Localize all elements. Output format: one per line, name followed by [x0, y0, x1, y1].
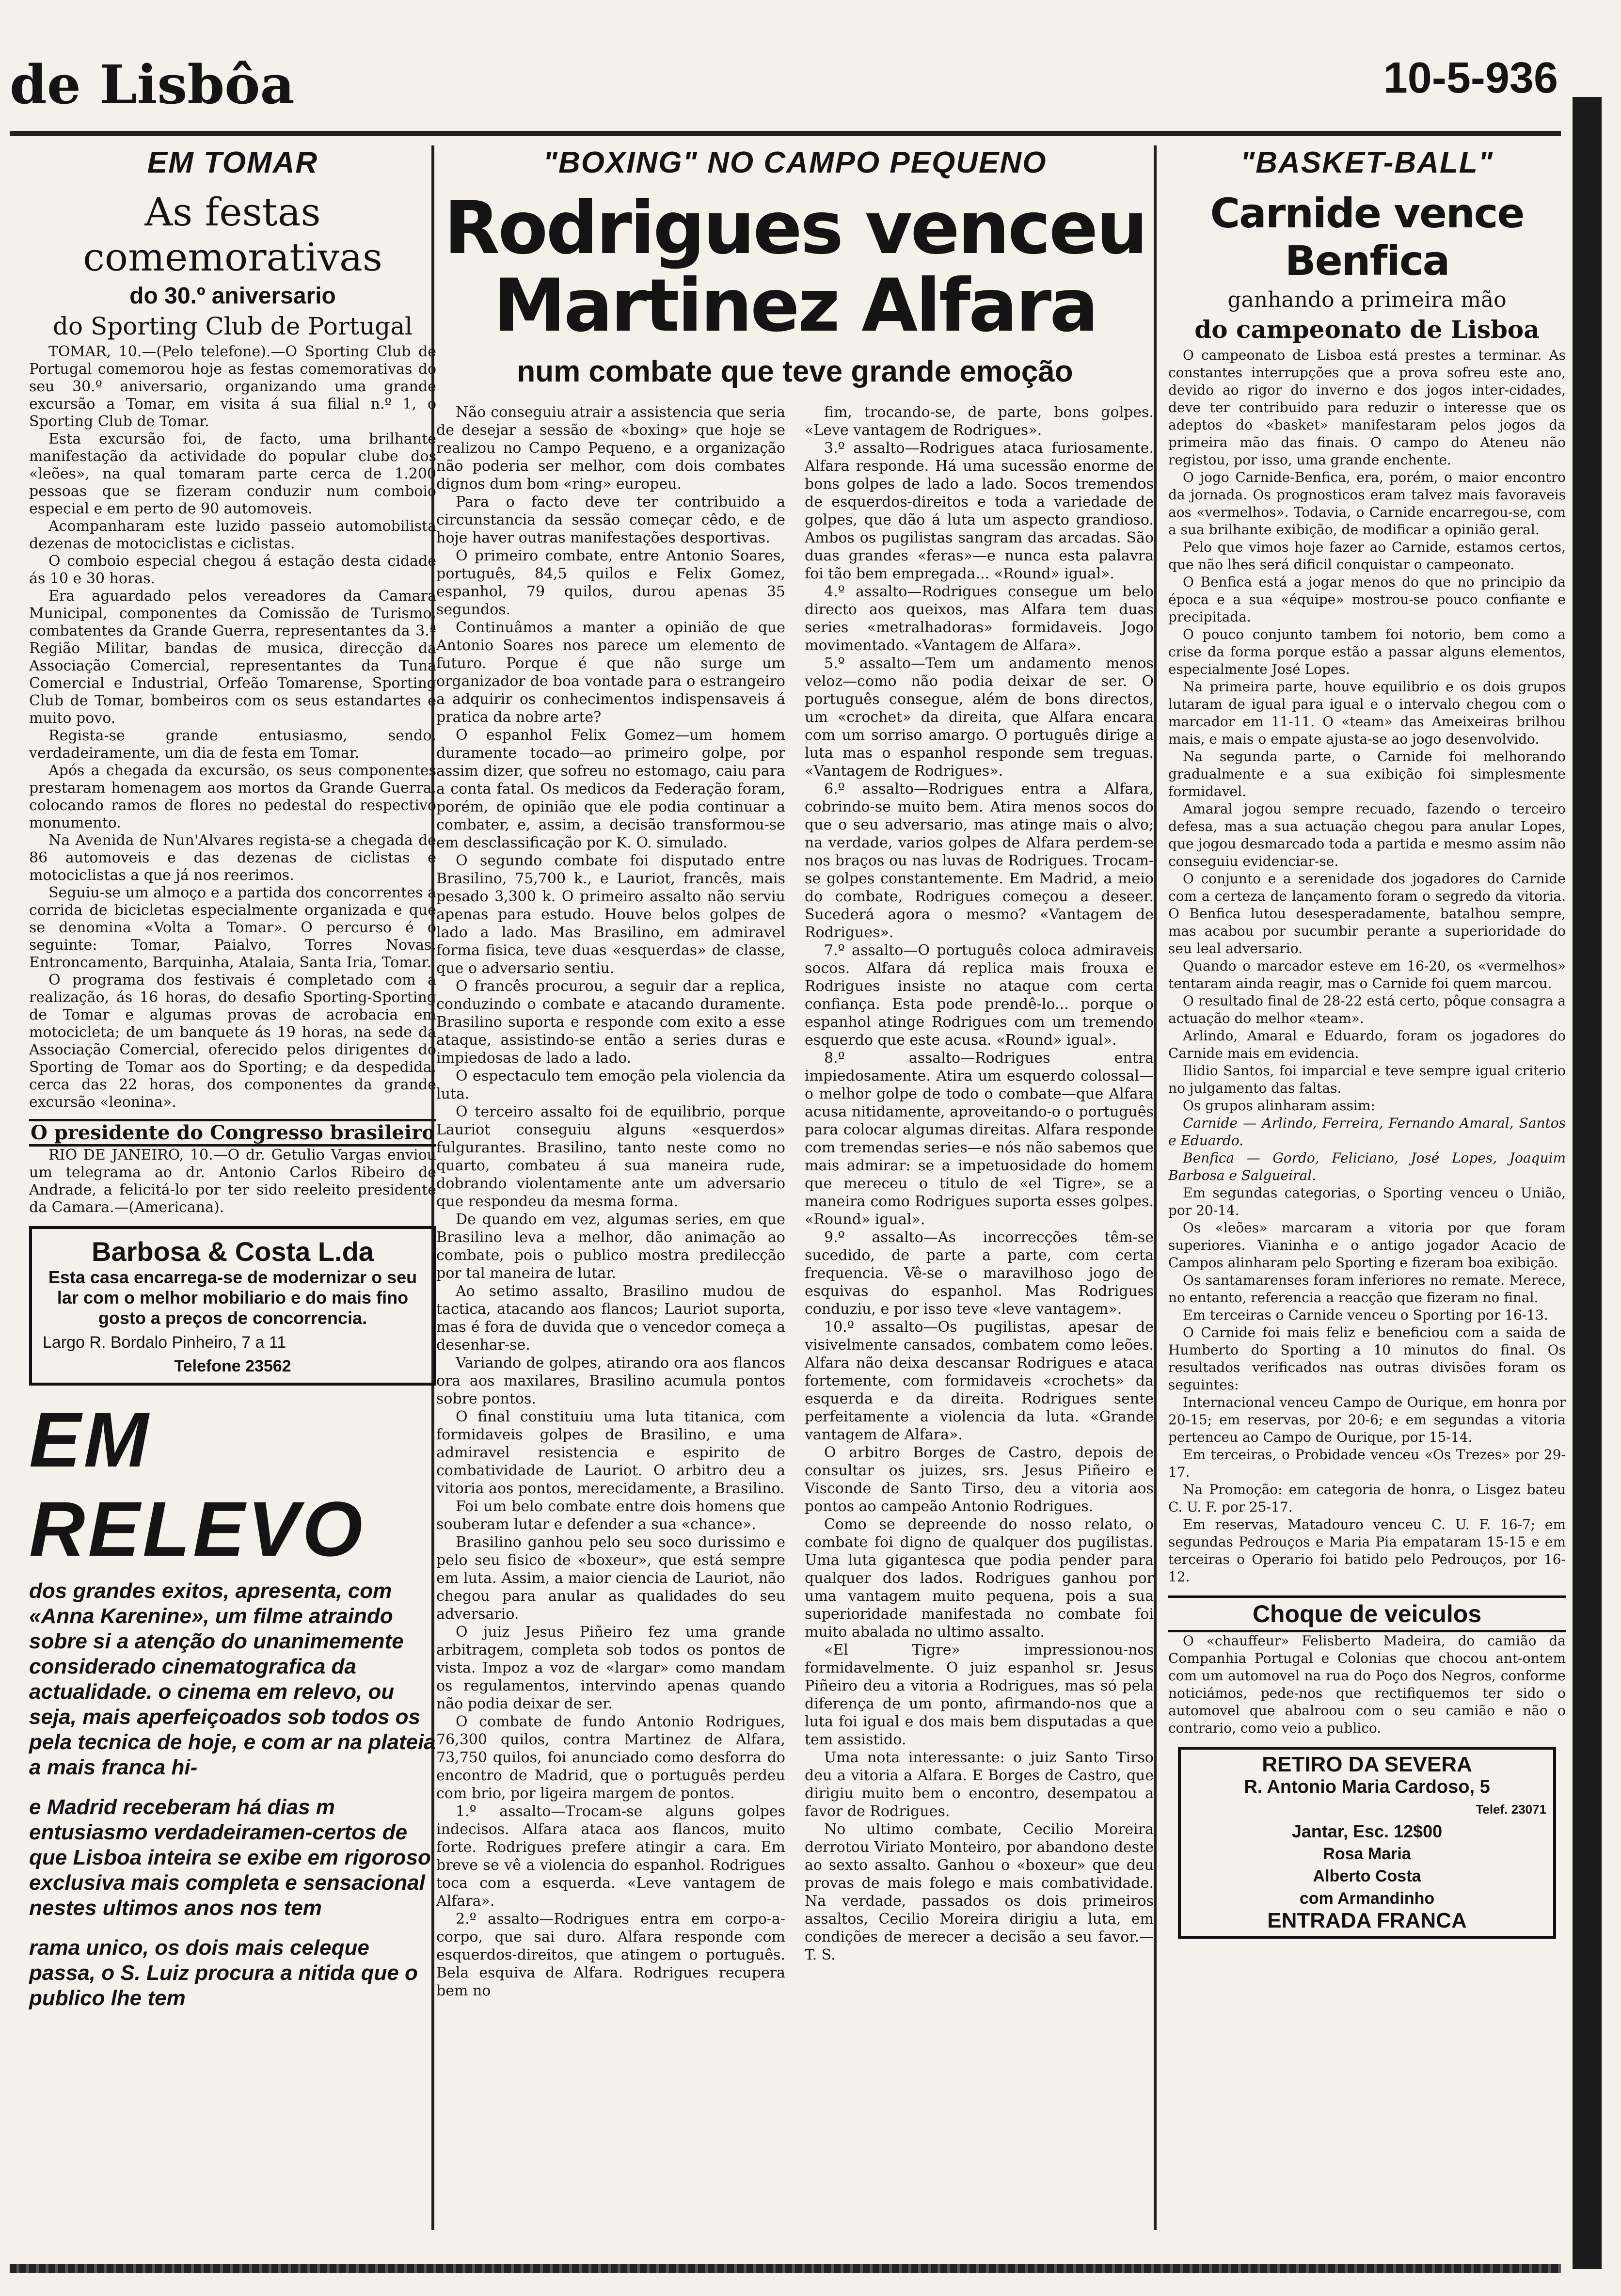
paragraph: Os «leões» marcaram a vitoria por que foram superiores. Vianinha e o antigo jogador Acacio de Campos alinharam pelo Sporting e fizeram boa exibição. — [1168, 1220, 1566, 1271]
paragraph: Ilidio Santos, foi imparcial e teve sempre igual criterio no julgamento das faltas. — [1168, 1063, 1566, 1096]
right-column — [1168, 145, 1566, 1939]
paragraph: O programa dos festivais é completado com a realização, ás 16 horas, do desafio Sporting-Sporting de Tomar e algumas provas de acrobacia em motocicleta; de um banquete ás 19 horas, na sede da Associação Comercial, oferecido pelos dirigentes do Sporting de Tomar aos do Sporting; e da despedida, cerca das 22 horas, dos componentes da grande excursão «leonina». — [29, 972, 436, 1111]
brasil-article — [29, 1147, 436, 1216]
paragraph: Carnide — Arlindo, Ferreira, Fernando Amaral, Santos e Eduardo. — [1168, 1115, 1566, 1148]
paragraph: Regista-se grande entusiasmo, sendo, verdadeiramente, um dia de festa em Tomar. — [29, 727, 436, 762]
newspaper-name: de Lisbôa — [10, 53, 295, 116]
paragraph: Na segunda parte, o Carnide foi melhorando gradualmente e a sua exibição foi simplesmente formidavel. — [1168, 749, 1566, 799]
paragraph: O «chauffeur» Felisberto Madeira, do camião da Companhia Portugal e Colonias que chocou ant-ontem com um automovel na rua do Poço dos Negros, conforme noticiámos, pede-nos que rectifiquemos ter sido o automovel que abalroou com o seu camião e não o contrario, como veio a publico. — [1168, 1633, 1566, 1736]
paragraph: O conjunto e a serenidade dos jogadores do Carnide com a certeza de lançamento foram o segredo da vitoria. O Benfica lutou desesperadamente, batalhou sempre, mas acabou por sucumbir perante a superioridade do seu leal adversario. — [1168, 871, 1566, 957]
paragraph: Seguiu-se um almoço e a partida dos concorrentes á corrida de bicicletas especialmente organizada e que se denomina «Volta a Tomar». O percurso é o seguinte: Tomar, Paialvo, Torres Novas, Entroncamento, Barquinha, Atalaia, Santa Iria, Tomar. — [29, 884, 436, 971]
paragraph: 3.º assalto—Rodrigues ataca furiosamente. Alfara responde. Há uma sucessão enorme de bons golpes de lado a lado. Socos tremendos de esquerdos-direitos e toda a variedade de golpes, que dão á luta um aspecto grandioso. Ambos os pugilistas sangram das arcadas. São duas grandes «feras»—e nunca esta palavra foi tão bem empregada... «Round» igual». — [805, 440, 1154, 582]
paragraph: O espanhol Felix Gomez—um homem duramente tocado—ao primeiro golpe, por assim dizer, que sofreu no estomago, caiu para a conta fatal. Os medicos da Federação foram, porém, de opinião que ele podia continuar a combater, e, assim, a decisão transformou-se em desclassificação por K. O. simulado. — [436, 727, 785, 851]
paragraph: O campeonato de Lisboa está prestes a terminar. As constantes interrupções que a prova sofreu este ano, devido ao rigor do inverno e dos jogos inter-cidades, deve ter contribuido para reduzir o interesse que os adeptos do «basket» manifestaram pelos jogos da primeira mão das finais. O campo do Ateneu não registou, por isso, uma grande enchente. — [1168, 347, 1566, 468]
paragraph: 2.º assalto—Rodrigues entra em corpo-a-corpo, que sai duro. Alfara responde com esquerdos-direitos, que atingem o português. Bela esquiva de Alfara. Rodrigues recupera bem no — [436, 1911, 785, 1999]
top-rule — [10, 131, 1561, 136]
paragraph: O final constituiu uma luta titanica, com formidaveis golpes de Brasilino, e uma admiravel resistencia e espirito de combatividade de Lauriot. O arbitro deu a vitoria aos pontos, merecidamente, a Brasilino. — [436, 1408, 785, 1497]
middle-column — [436, 145, 1154, 2294]
boxing-column-2 — [805, 403, 1154, 1964]
paragraph: 1.º assalto—Trocam-se alguns golpes indecisos. Alfara ataca aos flancos, muito forte. Rodrigues prefere atingir a cara. Em breve se vê a violencia do espanhol. Rodrigues toca com a esquerda. «Leve vantagem de Alfara». — [436, 1803, 785, 1910]
paragraph: 9.º assalto—As incorrecções têm-se sucedido, de parte a parte, com certa frequencia. Vê-se o maravilhoso jogo de esquivas do espanhol. Mas Rodrigues conduziu, e por isso teve «leve vantagem». — [805, 1229, 1154, 1318]
basket-article — [1168, 347, 1566, 1586]
paragraph: O terceiro assalto foi de equilibrio, porque Lauriot conseguiu alguns «esquerdos» fulgurantes. Brasilino, tanto neste como no quarto, combateu á sua maneira rude, dobrando violentamente ante um adversario que respondeu da mesma forma. — [436, 1103, 785, 1210]
section-basket: "BASKET-BALL" — [1240, 146, 1494, 179]
masthead — [0, 0, 1621, 136]
tomar-subhead-2: do Sporting Club de Portugal — [52, 312, 413, 340]
choque-article — [1168, 1632, 1566, 1737]
issue-date: 10-5-936 — [1383, 54, 1558, 102]
paragraph: O comboio especial chegou á estação desta cidade ás 10 e 30 horas. — [29, 553, 436, 587]
paragraph: Após a chegada da excursão, os seus componentes prestaram homenagem aos mortos da Grande Guerra, colocando ramos de flores no pedestal do respectivo monumento. — [29, 762, 436, 831]
paragraph: O segundo combate foi disputado entre Brasilino, 75,700 k., e Lauriot, francês, mais pesado 3,300 k. O primeiro assalto não serviu apenas para estudo. Houve belos golpes de lado a lado. Mas Brasilino, em admiravel forma fisica, teve duas «esquerdas» de classe, que o adversario sentiu. — [436, 852, 785, 977]
paragraph: O Carnide foi mais feliz e beneficiou com a saida de Humberto do Sporting a 10 minutos do final. Os resultados verificados nas outras divisões foram os seguintes: — [1168, 1324, 1566, 1393]
paragraph: 10.º assalto—Os pugilistas, apesar de visivelmente cansados, combatem como leões. Alfara não deixa descansar Rodrigues e ataca fortemente, com formidaveis «crochets» da esquerda e da direita. Rodrigues sente perfeitamente a violencia da luta. «Grande vantagem de Alfara». — [805, 1319, 1154, 1443]
ad-phone: Telefone 23562 — [174, 1357, 291, 1375]
paragraph: Em terceiras o Carnide venceu o Sporting por 16-13. — [1183, 1307, 1548, 1323]
paragraph: Acompanharam este luzido passeio automobilista dezenas de motociclistas e ciclistas. — [29, 518, 436, 552]
basket-subhead-1: ganhando a primeira mão — [1227, 287, 1507, 312]
severa-address: R. Antonio Maria Cardoso, 5 — [1244, 1777, 1490, 1797]
severa-title: RETIRO DA SEVERA — [1262, 1753, 1472, 1776]
paragraph: RIO DE JANEIRO, 10.—O dr. Getulio Vargas enviou um telegrama ao dr. Antonio Carlos Ribeiro de Andrade, a felicitá-lo por ter sido reeleito presidente da Camara.—(Americana). — [29, 1147, 436, 1216]
paragraph: fim, trocando-se, de parte, bons golpes. «Leve vantagem de Rodrigues». — [805, 404, 1154, 439]
paragraph: Para o facto deve ter contribuido a circunstancia da sessão começar cêdo, e de hoje haver outras manifestações desportivas. — [436, 494, 785, 546]
paragraph: Foi um belo combate entre dois homens que souberam lutar e defender a sua «chance». — [436, 1498, 785, 1533]
paragraph: O resultado final de 28-22 está certo, pôque consagra a actuação do melhor «team». — [1168, 993, 1566, 1026]
severa-dinner: Jantar, Esc. 12$00 — [1291, 1821, 1443, 1841]
paragraph: dos grandes exitos, apresenta, com «Anna Karenine», um filme atraindo sobre si a atenção do unanimemente considerado cinematografica da actualidade. o cinema em relevo, ou seja, mais aperfeiçoados sob todos os pela tecnica de hoje, e com ar na plateia a mais franca hi- — [29, 1579, 436, 1779]
section-boxing: "BOXING" NO CAMPO PEQUENO — [543, 146, 1047, 179]
paragraph: O francês procurou, a seguir dar a replica, conduzindo o combate e atacando duramente. Brasilino suporta e responde com exito a esse ataque, assistindo-se então a series duras e impiedosas de lado a lado. — [436, 978, 785, 1067]
paragraph: Era aguardado pelos vereadores da Camara Municipal, componentes da Comissão de Turismo, combatentes da Grande Guerra, representantes da 3.ª Região Militar, bandas de musica, direcção da Associação Comercial, representantes da Tuna Comercial e Industrial, Orfeão Tomarense, Sporting Club de Tomar, bombeiros com os seus estandartes e muito povo. — [29, 588, 436, 727]
boxing-column-1 — [436, 403, 785, 2000]
paragraph: Não conseguiu atrair a assistencia que seria de desejar a sessão de «boxing» que hoje se realizou no Campo Pequeno, e a organização não poderia ser melhor, com dois combates dignos dum bom «ring» europeu. — [436, 404, 785, 493]
paragraph: Amaral jogou sempre recuado, fazendo o terceiro defesa, mas a sua actuação chegou para anular Lopes, que jogou desmarcado toda a partida e mesmo assim não conseguiu evidenciar-se. — [1168, 801, 1566, 869]
paragraph: Ao setimo assalto, Brasilino mudou de tactica, atacando aos flancos; Lauriot suporta, mas é fora de duvida que o vencedor começa a desenhar-se. — [436, 1283, 785, 1354]
severa-entry: ENTRADA FRANCA — [1267, 1909, 1467, 1932]
side-bar — [1573, 97, 1602, 2269]
paragraph: Variando de golpes, atirando ora aos flancos ora aos maxilares, Brasilino acumula pontos sobre pontos. — [436, 1355, 785, 1407]
severa-artist-1: Rosa Maria — [1323, 1845, 1411, 1863]
severa-phone: Telef. 23071 — [1476, 1802, 1546, 1817]
paragraph: No ultimo combate, Cecilio Moreira derrotou Viriato Monteiro, por abandono deste ao sexto assalto. Ganhou o «boxeur» que deu provas de mais folego e mais combatividade. Na verdade, passados os dois primeiros assaltos, Cecilio Moreira dirigiu a luta, em condições de merecer a decisão a seu favor.—T. S. — [805, 1821, 1154, 1963]
paragraph: Na primeira parte, houve equilibrio e os dois grupos lutaram de igual para igual e o intervalo chegou com o marcador em 11-11. O «team» das Ameixeiras brilhou mais, e mais o empate ajusta-se ao jogo desenvolvido. — [1168, 679, 1566, 747]
paragraph: Quando o marcador esteve em 16-20, os «vermelhos» tentaram ainda reagir, mas o Carnide foi quem marcou. — [1168, 958, 1566, 991]
brasil-headline: O presidente do Congresso brasileiro — [29, 1119, 436, 1147]
paragraph: O primeiro combate, entre Antonio Soares, português, 84,5 quilos e Felix Gomez, espanhol, 79 quilos, durou apenas 35 segundos. — [436, 547, 785, 618]
paragraph: Em reservas, Matadouro venceu C. U. F. 16-7; em segundas Pedrouços e Maria Pia empataram 15-15 e em terceiras o Operario foi batido pelo Pedrouços, por 16-12. — [1168, 1516, 1566, 1585]
em-relevo-title: EM RELEVO — [29, 1396, 366, 1572]
paragraph: De quando em vez, algumas series, em que Brasilino leva a melhor, dão animação ao combate, pois o publico mostra predilecção por tal maneira de lutar. — [436, 1211, 785, 1282]
paragraph: TOMAR, 10.—(Pelo telefone).—O Sporting Club de Portugal comemorou hoje as festas comemorativas do seu 30.º aniversario, organizando uma grande excursão a Tomar, em visita á sua filial n.º 1, o Sporting Club de Tomar. — [29, 343, 436, 430]
paragraph: O pouco conjunto tambem foi notorio, bem como a crise da forma porque estão a passar alguns elementos, especialmente José Lopes. — [1168, 626, 1566, 677]
paragraph: O jogo Carnide-Benfica, era, porém, o maior encontro da jornada. Os prognosticos eram talvez mais favoraveis aos «vermelhos». Todavia, o Carnide encarregou-se, com a sua brilhante exibição, de modificar a opinião geral. — [1168, 469, 1566, 538]
retiro-severa-ad — [1178, 1747, 1556, 1939]
paragraph: e Madrid receberam há dias m entusiasmo verdadeiramen-certos de que Lisboa inteira se exibe em rigoroso exclusiva mais completa e sensacional nestes ultimos anos nos tem — [29, 1795, 431, 1920]
boxing-subhead: num combate que teve grande emoção — [517, 355, 1073, 388]
paragraph: Continuâmos a manter a opinião de que Antonio Soares nos parece um elemento de futuro. Porque é que não surge um organizador de boa vontade para o estrangeiro a adquirir os conhecimentos indispensaveis á pratica da nobre arte? — [436, 619, 785, 726]
paragraph: Em terceiras, o Probidade venceu «Os Trezes» por 29-17. — [1168, 1447, 1566, 1480]
basket-subhead-2: do campeonato de Lisboa — [1194, 315, 1540, 344]
paragraph: Brasilino ganhou pelo seu soco durissimo e pelo seu fisico de «boxeur», que está sempre em luta. Assim, a maior ciencia de Lauriot, não chegou para anular as qualidades do seu adversario. — [436, 1534, 785, 1623]
column-rule-right — [1154, 145, 1157, 2230]
bottom-rule — [10, 2264, 1561, 2273]
tomar-article — [29, 343, 436, 1111]
paragraph: Uma nota interessante: o juiz Santo Tirso deu a vitoria a Alfara. E Borges de Castro, que dirigiu muito bem o encontro, desempatou a favor de Rodrigues. — [805, 1749, 1154, 1820]
severa-artist-2: Alberto Costa — [1313, 1867, 1421, 1885]
paragraph: Internacional venceu Campo de Ourique, em honra por 20-15; em reservas, por 20-6; e em segundas a vitoria pertenceu ao Campo de Ourique, por 15-14. — [1168, 1394, 1566, 1445]
ad-text: Esta casa encarrega-se de modernizar o seu lar com o melhor mobiliario e do mais fino gosto a preços de concorrencia. — [48, 1267, 417, 1328]
boxing-headline: Rodrigues venceu Martinez Alfara — [444, 186, 1146, 348]
em-relevo-text — [29, 1578, 436, 2011]
paragraph: Esta excursão foi, de facto, uma brilhante manifestação da actividade do popular clube dos «leões», na qual tomaram parte cerca de 1.200 pessoas que se fizeram conduzir num comboio especial e em perto de 90 automoveis. — [29, 430, 436, 517]
paragraph: Na Avenida de Nun'Alvares regista-se a chegada de 86 automoveis e das dezenas de ciclistas e motociclistas a que já nos reerimos. — [29, 832, 436, 884]
paragraph: Os santamarenses foram inferiores no remate. Merece, no entanto, referencia a reacção que fizeram no final. — [1168, 1272, 1566, 1306]
choque-headline: Choque de veiculos — [1168, 1595, 1566, 1632]
section-tomar: EM TOMAR — [147, 146, 318, 179]
paragraph: O arbitro Borges de Castro, depois de consultar os juizes, srs. Jesus Piñeiro e Visconde de Santo Tirso, deu a vitoria aos pontos ao campeão Antonio Rodrigues. — [805, 1444, 1154, 1515]
basket-headline: Carnide vence Benfica — [1210, 190, 1524, 285]
tomar-headline: As festas comemorativas — [83, 190, 382, 280]
paragraph: 7.º assalto—O português coloca admiraveis socos. Alfara dá replica mais frouxa e Rodrigues insiste no ataque com certa confiança. Esta pode prendê-lo... porque o espanhol atinge Rodrigues com um tremendo esquerdo que este acusa. «Round» igual». — [805, 942, 1154, 1049]
paragraph: 4.º assalto—Rodrigues consegue um belo directo aos queixos, mas Alfara tem duas series «metralhadoras» formidaveis. Jogo movimentado. «Vantagem de Alfara». — [805, 583, 1154, 654]
barbosa-costa-ad — [29, 1226, 436, 1386]
ad-address: Largo R. Bordalo Pinheiro, 7 a 11 — [43, 1333, 286, 1352]
ad-title: Barbosa & Costa L.da — [92, 1236, 374, 1267]
paragraph: O juiz Jesus Piñeiro fez uma grande arbitragem, completa sob todos os pontos de vista. Impoz a voz de «largar» como mandam os regulamentos, intervindo apenas quando não podia deixar de ser. — [436, 1624, 785, 1712]
paragraph: O combate de fundo Antonio Rodrigues, 76,300 quilos, contra Martinez de Alfara, 73,750 quilos, foi anunciado como desforra do encontro de Madrid, que o português perdeu com brio, por ligeira margem de pontos. — [436, 1713, 785, 1802]
severa-artist-3: com Armandinho — [1299, 1889, 1435, 1908]
paragraph: 6.º assalto—Rodrigues entra a Alfara, cobrindo-se muito bem. Atira menos socos do que o seu adversario, mas atinge mais o alvo; na verdade, varios golpes de Alfara perdem-se nos braços ou nas luvas de Rodrigues. Trocam-se golpes constantemente. Em Madrid, a meio do combate, Rodrigues começou a deseer. Sucederá agora o mesmo? «Vantagem de Rodrigues». — [805, 781, 1154, 941]
paragraph: O espectaculo tem emoção pela violencia da luta. — [436, 1068, 785, 1102]
paragraph: Como se depreende do nosso relato, o combate foi digno de qualquer dos pugilistas. Uma luta gigantesca que podia pender para qualquer dos lados. Rodrigues ganhou por uma vantagem muito pequena, pois a sua superioridade manifestada no combate foi muito abalada no ultimo assalto. — [805, 1516, 1154, 1641]
paragraph: 8.º assalto—Rodrigues entra impiedosamente. Atira um esquerdo colossal—o melhor golpe de todo o combate—que Alfara acusa nitidamente, aproveitando-o o português para colocar algumas direitas. Alfara responde com tremendas series—e nós não sabemos que mais admirar: se a impetuosidade do homem que mereceu o titulo de «el Tigre», se a maneira como Rodrigues suporta esses golpes. «Round» igual». — [805, 1050, 1154, 1228]
paragraph: Os grupos alinharam assim: — [1183, 1098, 1375, 1114]
paragraph: rama unico, os dois mais celeque passa, o S. Luiz procura a nitida que o publico lhe tem — [29, 1936, 418, 2010]
paragraph: Pelo que vimos hoje fazer ao Carnide, estamos certos, que não lhes será dificil conquistar o campeonato. — [1168, 539, 1566, 573]
paragraph: Na Promoção: em categoria de honra, o Lisgez bateu C. U. F. por 25-17. — [1168, 1482, 1566, 1515]
tomar-subhead-1: do 30.º aniversario — [129, 283, 336, 309]
paragraph: Arlindo, Amaral e Eduardo, foram os jogadores do Carnide mais em evidencia. — [1168, 1028, 1566, 1061]
paragraph: 5.º assalto—Tem um andamento menos veloz—como não podia deixar de ser. O português consegue, além de bons directos, um «crochet» da direita, que Alfara encara com um sorriso amargo. O português dirige a luta mas o espanhol responde sem treguas. «Vantagem de Rodrigues». — [805, 655, 1154, 780]
left-column — [29, 145, 436, 2025]
paragraph: Benfica — Gordo, Feliciano, José Lopes, Joaquim Barbosa e Salgueiral. — [1168, 1150, 1566, 1183]
paragraph: «El Tigre» impressionou-nos formidavelmente. O juiz espanhol sr. Jesus Piñeiro deu a vitoria a Rodrigues, mas só pela diferença de um ponto, afirmando-nos que a luta foi igual e dos mais bem disputadas a que tem assistido. — [805, 1642, 1154, 1748]
paragraph: Em segundas categorias, o Sporting venceu o União, por 20-14. — [1168, 1185, 1566, 1218]
paragraph: O Benfica está a jogar menos do que no principio da época e a sua «équipe» mostrou-se pouco confiante e precipitada. — [1168, 574, 1566, 625]
